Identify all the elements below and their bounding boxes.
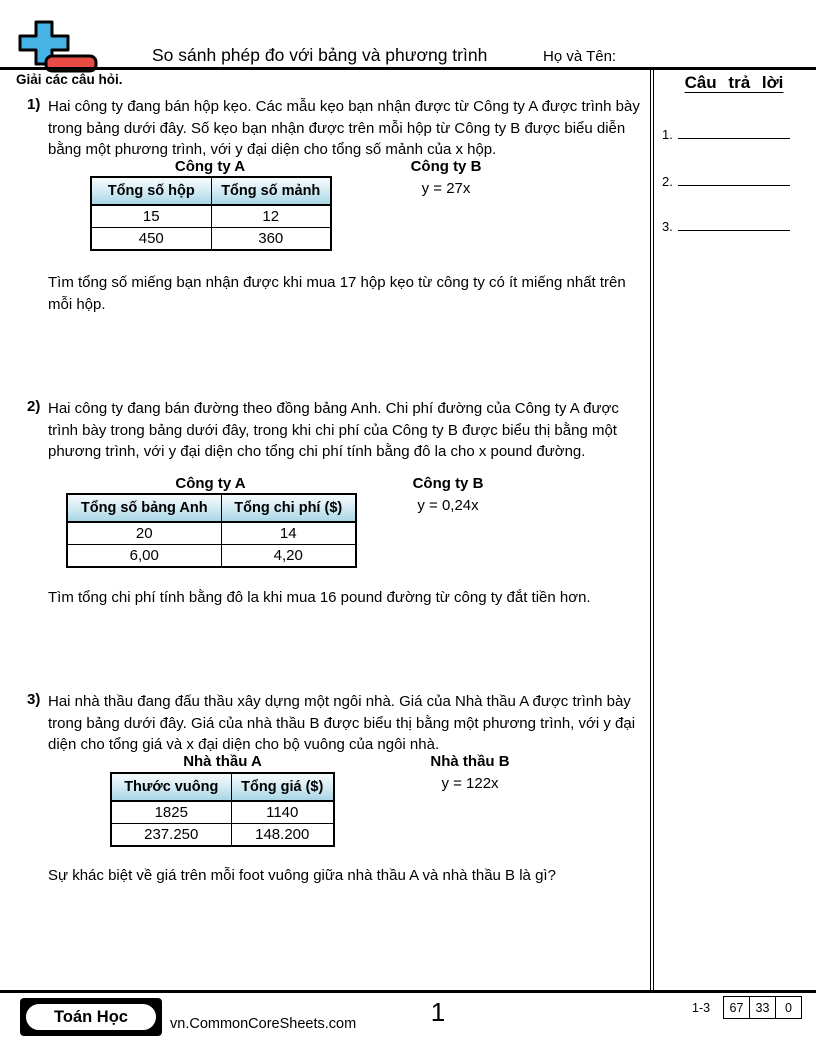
table-row bbox=[91, 228, 331, 251]
equation-formula: y = 122x bbox=[441, 775, 499, 792]
table-cell: 4,20 bbox=[221, 545, 356, 568]
page-number: 1 bbox=[430, 997, 446, 1027]
footer-rule bbox=[0, 990, 816, 993]
score-cell: 0 bbox=[776, 997, 802, 1019]
table-title: Công ty A bbox=[174, 158, 246, 175]
score-cell: 33 bbox=[750, 997, 776, 1019]
table-header-cell: Tổng số mảnh bbox=[211, 177, 331, 205]
name-label: Họ và Tên: bbox=[543, 48, 617, 65]
problem-range: 1-3 bbox=[692, 1001, 711, 1015]
table-cell: 14 bbox=[221, 522, 356, 545]
answer-number: 3. bbox=[662, 219, 673, 234]
table-cell: 237.250 bbox=[111, 824, 231, 847]
table-title: Nhà thầu A bbox=[183, 753, 262, 770]
problem-question: Tìm tổng số miếng bạn nhận được khi mua 17 hộp kẹo từ công ty có ít miếng nhất trên mỗi hộp. bbox=[48, 274, 626, 313]
problem-text: Hai công ty đang bán đường theo đồng bảng Anh. Chi phí đường của Công ty A được trình bày trong bảng dưới đây, trong khi chi phí của Công ty B được biểu thị bằng một phương trình, với y đại diện cho tổng chi phí tính bằng đô la cho x pound đường. bbox=[48, 400, 619, 460]
instructions-text: Giải các câu hỏi. bbox=[16, 72, 123, 87]
plus-minus-logo-icon bbox=[18, 20, 100, 74]
equation-block bbox=[388, 475, 508, 514]
table-cell: 6,00 bbox=[67, 545, 221, 568]
table-cell: 1825 bbox=[111, 801, 231, 824]
table-cell: 450 bbox=[91, 228, 211, 251]
score-table bbox=[723, 996, 802, 1019]
table-row bbox=[67, 522, 356, 545]
data-table bbox=[66, 493, 357, 568]
score-row bbox=[724, 997, 802, 1019]
equation-title: Công ty B bbox=[412, 475, 484, 492]
table-header-cell: Tổng chi phí ($) bbox=[221, 494, 356, 522]
answers-panel bbox=[656, 67, 816, 990]
score-cell: 67 bbox=[724, 997, 750, 1019]
equation-formula: y = 27x bbox=[421, 180, 471, 197]
table-header-cell: Tổng số hộp bbox=[91, 177, 211, 205]
website-url: vn.CommonCoreSheets.com bbox=[170, 1016, 357, 1032]
problem-number: 3) bbox=[27, 691, 41, 708]
problem-text: Hai công ty đang bán hộp kẹo. Các mẫu kẹo bạn nhận được từ Công ty A được trình bày trong bảng dưới đây. Số kẹo bạn nhận được trên mỗi hộp từ Công ty B được biểu diễn bằng một phương trình, với y đại diện cho tổng số mảnh của x hộp. bbox=[48, 98, 640, 158]
table-title: Công ty A bbox=[175, 475, 246, 492]
table-cell: 148.200 bbox=[231, 824, 334, 847]
problem-question: Tìm tổng chi phí tính bằng đô la khi mua 16 pound đường từ công ty đắt tiền hơn. bbox=[48, 589, 591, 606]
table-row bbox=[111, 801, 334, 824]
answer-blank-2[interactable] bbox=[678, 172, 790, 186]
table-header-cell: Tổng giá ($) bbox=[231, 773, 334, 801]
table-header-cell: Tổng số bảng Anh bbox=[67, 494, 221, 522]
data-table bbox=[110, 772, 335, 847]
table-row bbox=[67, 545, 356, 568]
answer-row-3 bbox=[662, 217, 790, 234]
table-cell: 20 bbox=[67, 522, 221, 545]
equation-title: Nhà thầu B bbox=[430, 753, 510, 770]
equation-block bbox=[410, 753, 530, 792]
table-header-row bbox=[91, 177, 331, 205]
table-cell: 360 bbox=[211, 228, 331, 251]
problem-number: 1) bbox=[27, 96, 41, 113]
problem-question: Sự khác biệt về giá trên mỗi foot vuông giữa nhà thầu A và nhà thầu B là gì? bbox=[48, 867, 556, 884]
answer-blank-1[interactable] bbox=[678, 125, 790, 139]
table-cell: 15 bbox=[91, 205, 211, 228]
table-header-cell: Thước vuông bbox=[111, 773, 231, 801]
table-cell: 1140 bbox=[231, 801, 334, 824]
table-header-row bbox=[67, 494, 356, 522]
sidebar-divider bbox=[650, 70, 654, 990]
answer-number: 2. bbox=[662, 174, 673, 189]
answers-title: Câu trả lời bbox=[684, 73, 784, 92]
answer-row-2 bbox=[662, 172, 790, 189]
subject-badge bbox=[20, 998, 162, 1036]
answer-blank-3[interactable] bbox=[678, 217, 790, 231]
answer-number: 1. bbox=[662, 127, 673, 142]
table-row bbox=[111, 824, 334, 847]
equation-block bbox=[386, 158, 506, 197]
problem-text: Hai nhà thầu đang đấu thầu xây dựng một ngôi nhà. Giá của Nhà thầu A được trình bày trong bảng dưới đây. Giá của nhà thầu B được biểu thị bằng một phương trình, với y đại diện cho tổng giá và x đại diện cho bộ vuông của ngôi nhà. bbox=[48, 693, 636, 753]
worksheet-title: So sánh phép đo với bảng và phương trình bbox=[152, 45, 488, 65]
table-header-row bbox=[111, 773, 334, 801]
equation-formula: y = 0,24x bbox=[417, 497, 479, 514]
equation-title: Công ty B bbox=[410, 158, 482, 175]
data-table bbox=[90, 176, 332, 251]
problem-number: 2) bbox=[27, 398, 41, 415]
answer-row-1 bbox=[662, 125, 790, 142]
subject-badge-label: Toán Học bbox=[24, 1002, 158, 1032]
table-cell: 12 bbox=[211, 205, 331, 228]
table-row bbox=[91, 205, 331, 228]
